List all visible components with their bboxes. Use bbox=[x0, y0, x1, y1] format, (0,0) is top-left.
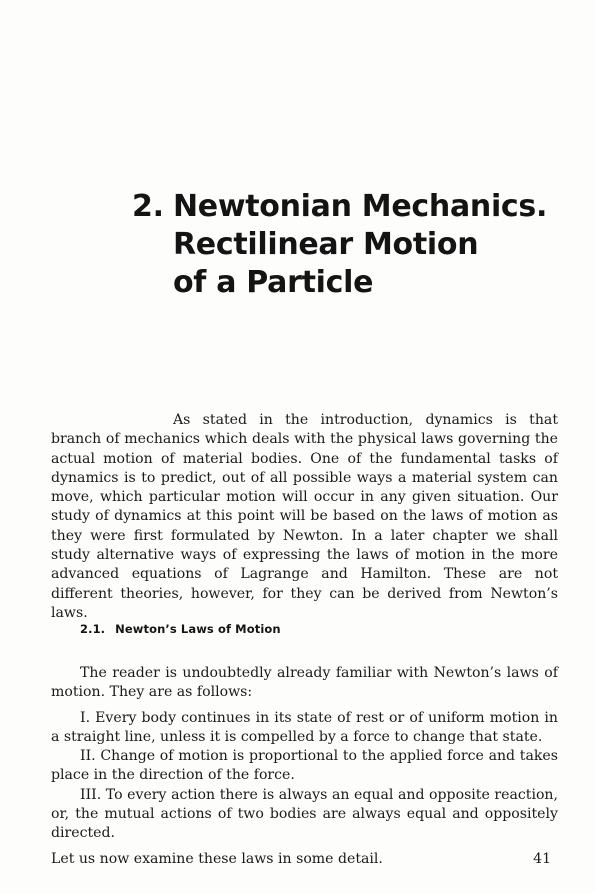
law-item: I. Every body continues in its state of rest or of uniform motion in a straight line, unless it is compelled by a force to change that state. bbox=[51, 709, 558, 745]
intro-section bbox=[51, 411, 558, 623]
chapter-number: 2. bbox=[132, 189, 164, 224]
intro-paragraph: As stated in the introduction, dynamics is that branch of mechanics which deals with the physical laws governing the actual motion of material bodies. One of the fundamental tasks of dynamics is to predict, out of all possible ways a material system can move, which particular motion will occur in any given situation. Our study of dynamics at this point will be based on the laws of motion as they were first formulated by Newton. In a later chapter we shall study alternative ways of expressing the laws of motion in the more advanced equations of Lagrange and Hamilton. These are not different theories, however, for they can be derived from Newton’s laws. bbox=[51, 412, 558, 621]
law-item: III. To every action there is always an equal and opposite reaction, or, the mutual actions of two bodies are always equal and oppositely directed. bbox=[51, 786, 558, 842]
laws-section bbox=[51, 664, 558, 869]
chapter-title-line: Rectilinear Motion bbox=[173, 227, 479, 262]
law-item: II. Change of motion is proportional to the applied force and takes place in the direction of the force. bbox=[51, 748, 558, 784]
closing-paragraph: Let us now examine these laws in some detail. bbox=[51, 850, 383, 867]
section-heading bbox=[80, 622, 281, 636]
chapter-title-line: of a Particle bbox=[173, 265, 374, 300]
chapter-title bbox=[173, 188, 547, 302]
section-title: Newton’s Laws of Motion bbox=[115, 622, 281, 636]
chapter-title-line: Newtonian Mechanics. bbox=[173, 189, 548, 224]
section-number: 2.1. bbox=[80, 622, 106, 636]
lead-in-paragraph: The reader is undoubtedly already familiar with Newton’s laws of motion. They are as follows: bbox=[51, 665, 558, 701]
page-number: 41 bbox=[533, 851, 551, 867]
